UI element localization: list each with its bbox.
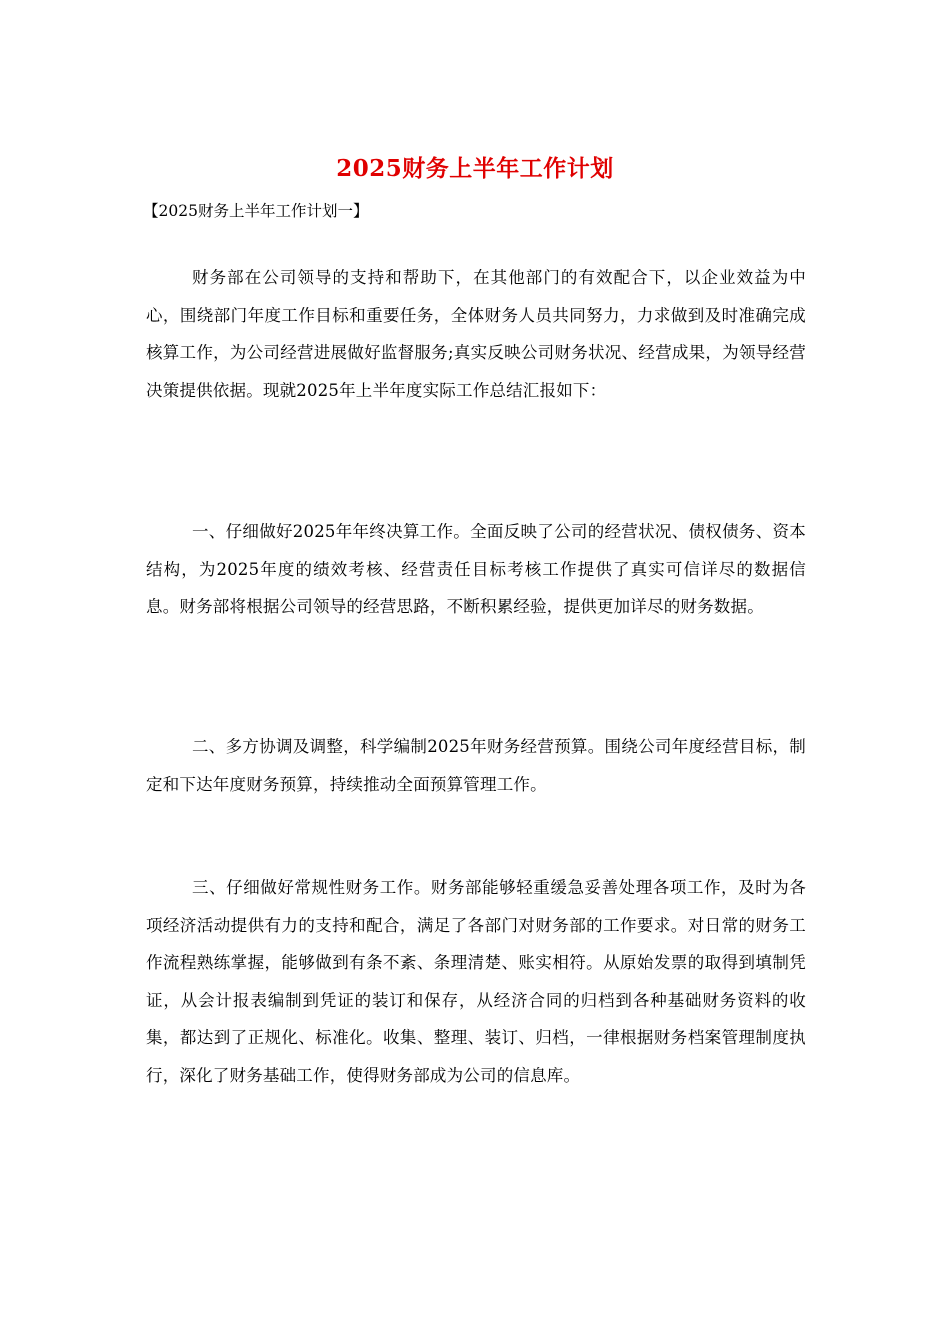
document-subtitle: 【2025财务上半年工作计划一】 [143,202,369,220]
paragraph-item-2: 二、多方协调及调整，科学编制2025年财务经营预算。围绕公司年度经营目标，制定和下达年度财务预算，持续推动全面预算管理工作。 [146,737,806,794]
paragraph-intro: 财务部在公司领导的支持和帮助下，在其他部门的有效配合下，以企业效益为中心，围绕部门年度工作目标和重要任务，全体财务人员共同努力，力求做到及时准确完成核算工作，为公司经营进展做好监督服务;真实反映公司财务状况、经营成果，为领导经营决策提供依据。现就2025年上半年度实际工作总结汇报如下： [146,268,806,400]
paragraph-item-1: 一、仔细做好2025年年终决算工作。全面反映了公司的经营状况、债权债务、资本结构，为2025年度的绩效考核、经营责任目标考核工作提供了真实可信详尽的数据信息。财务部将根据公司领导的经营思路，不断积累经验，提供更加详尽的财务数据。 [146,522,806,616]
document-title: 2025财务上半年工作计划 [336,155,614,182]
paragraph-item-3: 三、仔细做好常规性财务工作。财务部能够轻重缓急妥善处理各项工作，及时为各项经济活动提供有力的支持和配合，满足了各部门对财务部的工作要求。对日常的财务工作流程熟练掌握，能够做到有条不紊、条理清楚、账实相符。从原始发票的取得到填制凭证，从会计报表编制到凭证的装订和保存，从经济合同的归档到各种基础财务资料的收集，都达到了正规化、标准化。收集、整理、装订、归档，一律根据财务档案管理制度执行，深化了财务基础工作，使得财务部成为公司的信息库。 [146,878,806,1085]
